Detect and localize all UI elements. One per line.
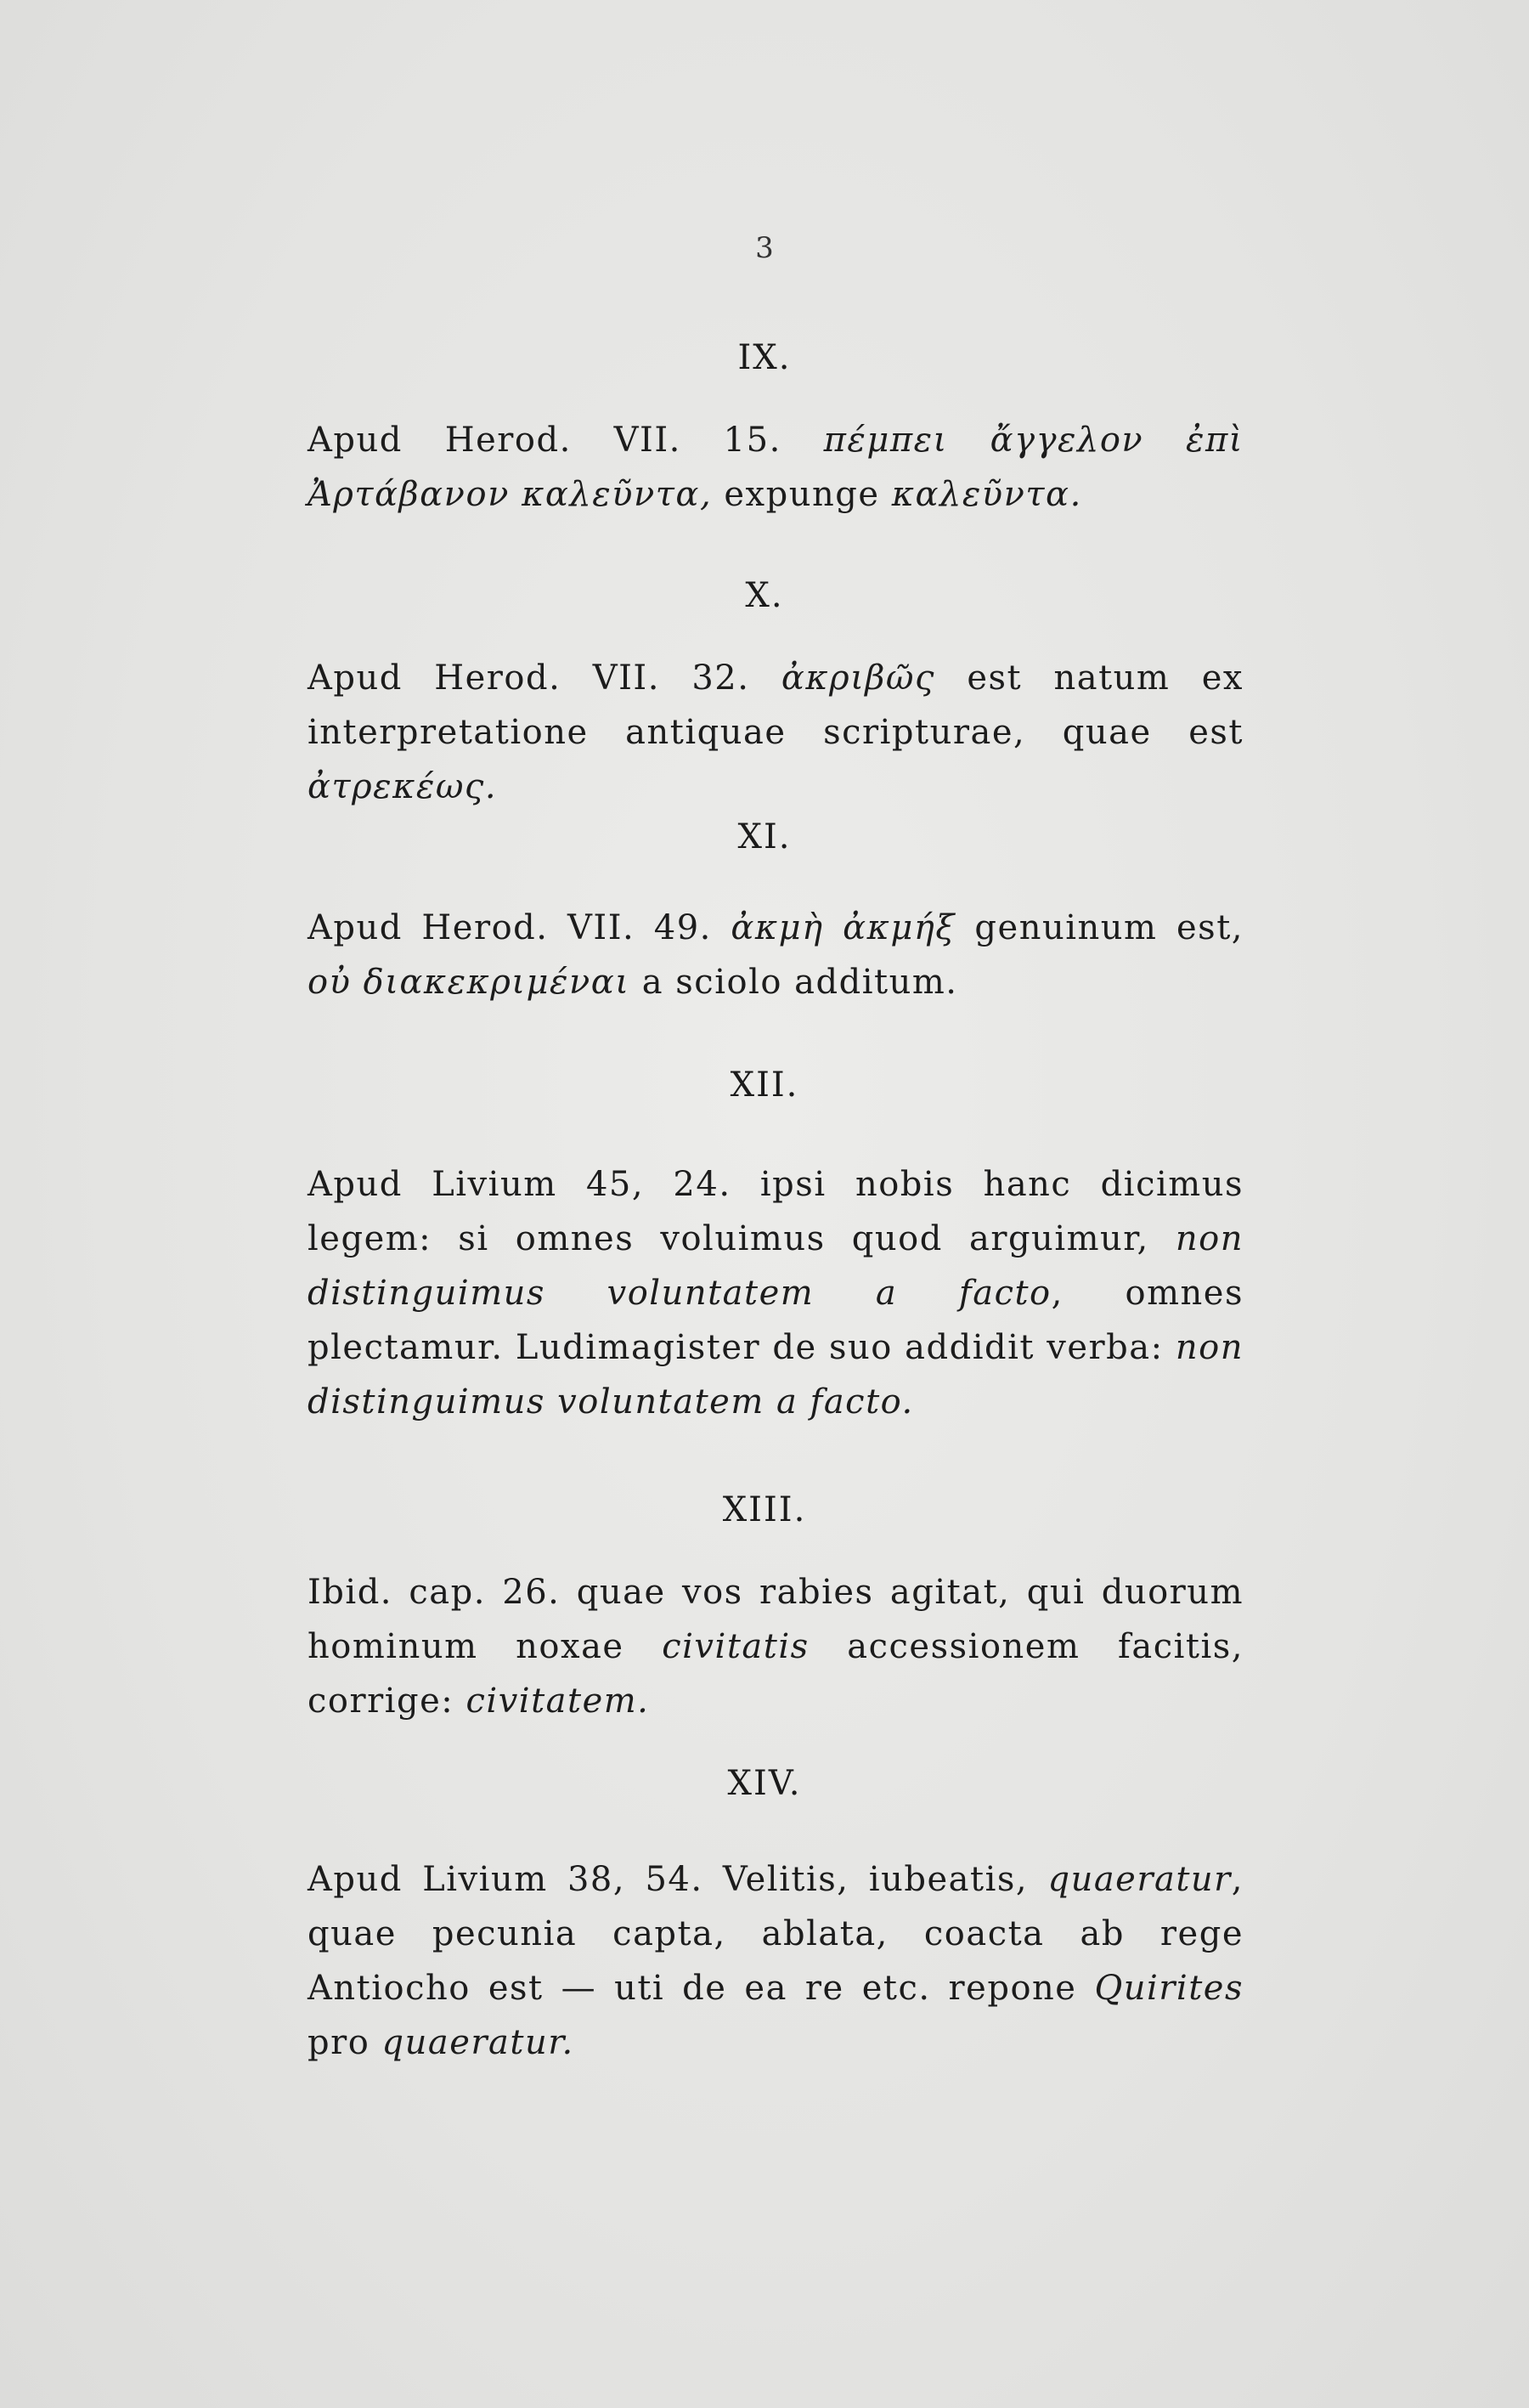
section-text-ix [307,413,1244,522]
italic-text: Quirites [1094,1969,1244,2008]
section-numeral-xii: XII. [730,1066,799,1105]
italic-text: civitatis [662,1627,810,1666]
section-text-x [307,651,1244,814]
text-run: pro [307,2023,382,2062]
italic-text: non distinguimus voluntatem a facto [307,1219,1244,1313]
text-run: Apud Herod. VII. 32. [307,659,781,698]
text-run: est natum ex interpretatione antiquae scripturae, quae est [307,659,1244,752]
section-numeral-ix: IX. [737,338,792,377]
section-text-xiii [307,1565,1244,1728]
greek-text: οὐ διακεκριμέναι [307,963,630,1002]
text-run: expunge [712,475,892,514]
greek-text: ἀκριβῶς [781,659,935,698]
text-run: accessionem facitis, corrige: [307,1627,1244,1721]
greek-text: πέμπει ἄγγελον ἐπὶ Ἀρτάβανον καλεῦντα, [307,421,1244,514]
greek-text: ἀτρεκέως. [307,767,498,806]
greek-text: καλεῦντα. [891,475,1082,514]
section-numeral-xiv: XIV. [727,1764,802,1803]
page-number: 3 [755,231,774,265]
greek-text: ἀκμὴ ἀκμήξ [731,908,956,947]
section-text-xii [307,1157,1244,1429]
text-run: , omnes plectamur. Ludimagister de suo addidit verba: [307,1274,1244,1367]
text-run: Ibid. cap. 26. quae vos rabies agitat, qui duorum hominum noxae [307,1573,1244,1666]
italic-text: civitatem. [465,1682,650,1721]
italic-text: non distinguimus voluntatem a facto. [307,1328,1244,1422]
text-run: Apud Livium 38, 54. Velitis, iubeatis, [307,1860,1048,1899]
text-run: genuinum est, [955,908,1244,947]
text-run: Apud Herod. VII. 49. [307,908,731,947]
text-run: a sciolo additum. [629,963,958,1002]
section-numeral-xi: XI. [737,817,792,856]
section-text-xiv [307,1852,1244,2070]
italic-text: quaeratur [1047,1860,1232,1899]
italic-text: quaeratur. [381,2023,574,2062]
section-numeral-x: X. [745,576,784,615]
text-run: Apud Livium 45, 24. ipsi nobis hanc dicimus legem: si omnes voluimus quod arguimur, [307,1165,1244,1258]
section-text-xi [307,901,1244,1009]
text-run: Apud Herod. VII. 15. [307,421,824,460]
section-numeral-xiii: XIII. [722,1490,807,1529]
text-run: , quae pecunia capta, ablata, coacta ab rege Antiocho est — uti de ea re etc. repone [307,1860,1244,2008]
